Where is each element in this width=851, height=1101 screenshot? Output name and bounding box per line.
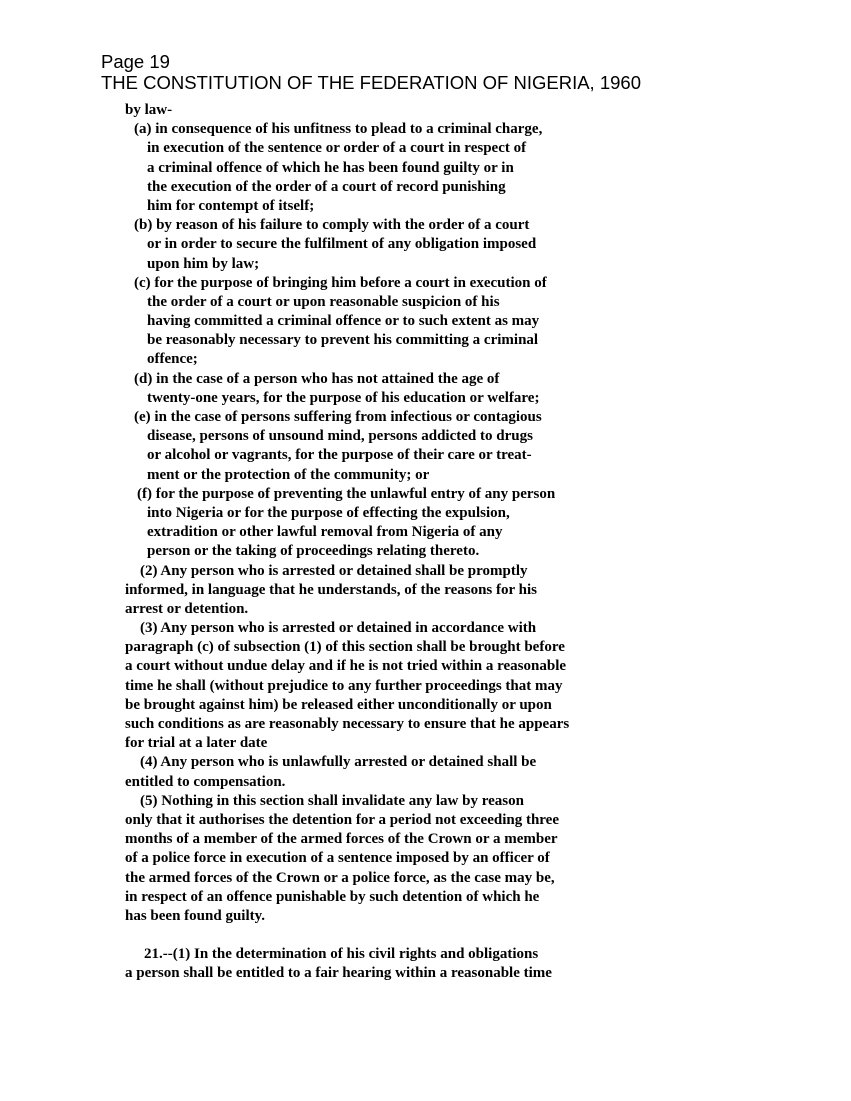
text-line: of a police force in execution of a sentence imposed by an officer of [125,850,550,867]
text-line: twenty-one years, for the purpose of his education or welfare; [147,389,540,406]
text-line: him for contempt of itself; [147,197,315,214]
text-line: has been found guilty. [125,907,266,924]
text-line: (4) Any person who is unlawfully arrested or detained shall be [140,754,537,771]
text-line: into Nigeria or for the purpose of effecting the expulsion, [147,504,510,521]
text-line: or in order to secure the fulfilment of any obligation imposed [147,236,537,253]
text-line: (5) Nothing in this section shall invalidate any law by reason [140,792,524,809]
text-line: a person shall be entitled to a fair hearing within a reasonable time [125,965,552,982]
text-line: in execution of the sentence or order of a court in respect of [147,140,527,157]
text-line: (a) in consequence of his unfitness to plead to a criminal charge, [134,121,543,138]
text-line: ment or the protection of the community; or [147,466,430,483]
text-line: the armed forces of the Crown or a police force, as the case may be, [125,869,555,886]
text-line: (f) for the purpose of preventing the unlawful entry of any person [137,485,556,502]
text-line: (3) Any person who is arrested or detained in accordance with [140,620,537,637]
document-title: THE CONSTITUTION OF THE FEDERATION OF NIGERIA, 1960 [101,72,641,93]
document-body [0,101,851,984]
text-line: only that it authorises the detention for a period not exceeding three [125,811,559,828]
text-line: the order of a court or upon reasonable suspicion of his [147,293,500,310]
text-line: extradition or other lawful removal from Nigeria of any [147,524,503,541]
text-line: for trial at a later date [125,735,268,752]
text-line: months of a member of the armed forces of the Crown or a member [125,831,558,848]
text-line: (2) Any person who is arrested or detained shall be promptly [140,562,528,579]
text-line: upon him by law; [147,255,260,272]
text-line: be brought against him) be released either unconditionally or upon [125,696,552,713]
text-line: (e) in the case of persons suffering from infectious or contagious [134,409,542,425]
text-line: person or the taking of proceedings relating thereto. [147,543,480,560]
text-line: time he shall (without prejudice to any further proceedings that may [125,677,563,694]
text-line: (b) by reason of his failure to comply with the order of a court [134,217,530,234]
section-spacer [0,926,851,945]
text-line: arrest or detention. [125,600,249,617]
text-line: disease, persons of unsound mind, persons addicted to drugs [147,428,533,445]
text-line: (d) in the case of a person who has not attained the age of [134,370,500,387]
text-line: by law- [125,102,173,118]
text-line: offence; [147,351,198,368]
text-line: informed, in language that he understands, of the reasons for his [125,581,537,598]
text-line: paragraph (c) of subsection (1) of this section shall be brought before [125,639,565,656]
text-line: the execution of the order of a court of record punishing [147,178,506,195]
text-line: in respect of an offence punishable by such detention of which he [125,888,540,905]
text-line: such conditions as are reasonably necessary to ensure that he appears [125,716,570,732]
text-line: a criminal offence of which he has been found guilty or in [147,159,514,176]
text-line: having committed a criminal offence or to such extent as may [147,313,540,330]
text-line: (c) for the purpose of bringing him before a court in execution of [134,274,547,291]
text-line: a court without undue delay and if he is not tried within a reasonable [125,658,567,675]
page-number: Page 19 [101,51,170,72]
text-line: be reasonably necessary to prevent his committing a criminal [147,332,539,349]
text-line: entitled to compensation. [125,773,286,790]
text-line: or alcohol or vagrants, for the purpose of their care or treat- [147,447,532,464]
page-header [101,51,641,93]
text-line: 21.--(1) In the determination of his civil rights and obligations [144,946,539,963]
